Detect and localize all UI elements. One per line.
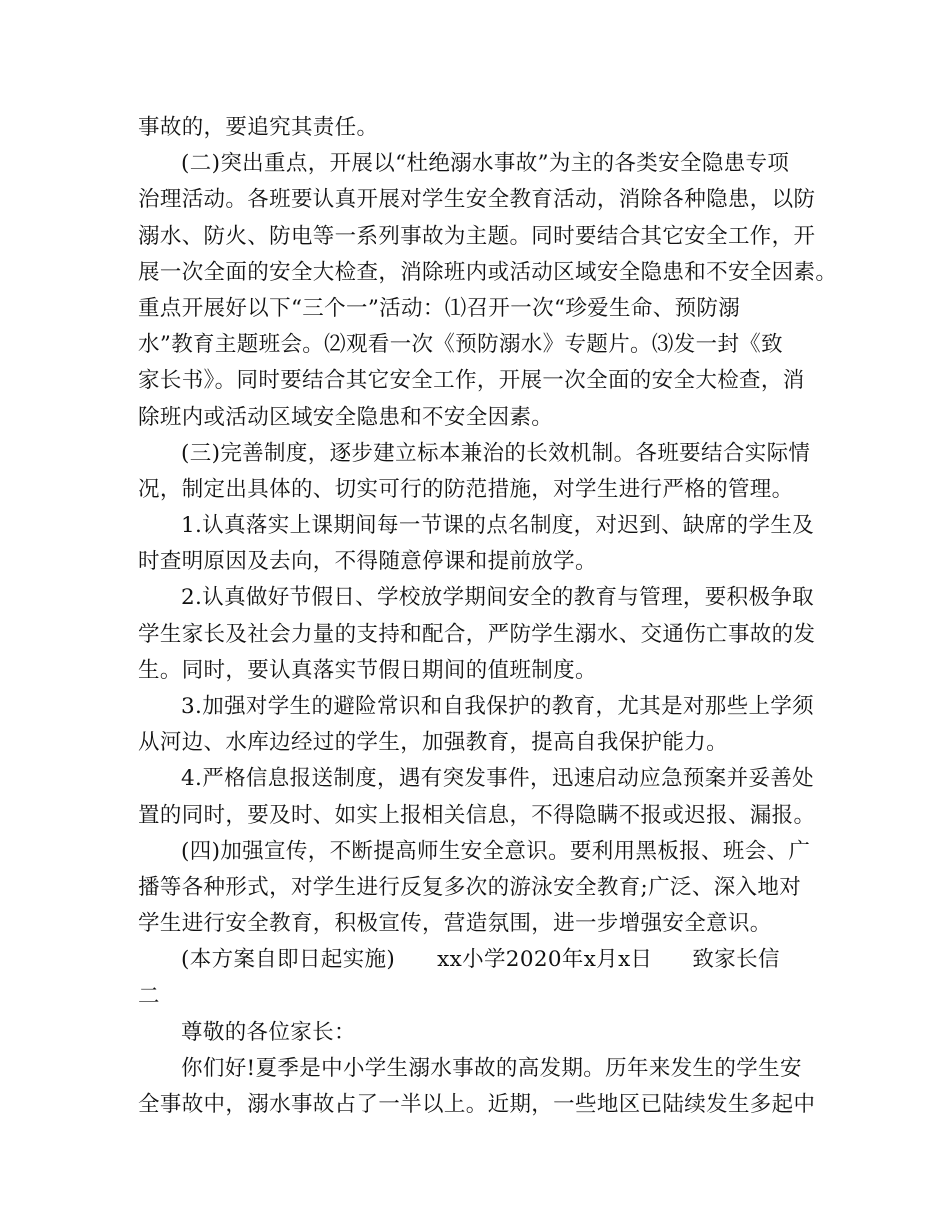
next-document-title: 致家长信 bbox=[692, 947, 780, 973]
signature-line bbox=[138, 942, 818, 978]
paragraph-line: 时查明原因及去向，不得随意停课和提前放学。 bbox=[138, 549, 597, 575]
letter-salutation: 尊敬的各位家长： bbox=[181, 1019, 356, 1045]
paragraph-line: (四)加强宣传，不断提高师生安全意识。要利用黑板报、班会、广 bbox=[181, 838, 811, 864]
paragraph-line: 全事故中，溺水事故占了一半以上。近期，一些地区已陆续发生多起中 bbox=[138, 1092, 816, 1118]
paragraph-line: 展一次全面的安全大检查，消除班内或活动区域安全隐患和不安全因素。 bbox=[138, 259, 838, 285]
paragraph-line: 水”教育主题班会。⑵观看一次《预防溺水》专题片。⑶发一封《致 bbox=[138, 332, 783, 358]
paragraph-line: 1.认真落实上课期间每一节课的点名制度，对迟到、缺席的学生及 bbox=[181, 513, 815, 539]
paragraph-line: 从河边、水库边经过的学生，加强教育，提高自我保护能力。 bbox=[138, 730, 728, 756]
paragraph-line: 生。同时，要认真落实节假日期间的值班制度。 bbox=[138, 657, 597, 683]
paragraph-line: (三)完善制度，逐步建立标本兼治的长效机制。各班要结合实际情 bbox=[181, 440, 811, 466]
paragraph-line: 2.认真做好节假日、学校放学期间安全的教育与管理，要积极争取 bbox=[181, 585, 815, 611]
organization-date: xx小学2020年x月x日 bbox=[437, 947, 653, 973]
paragraph-line: 学生家长及社会力量的支持和配合，严防学生溺水、交通伤亡事故的发 bbox=[138, 621, 816, 647]
paragraph-line: 况，制定出具体的、切实可行的防范措施，对学生进行严格的管理。 bbox=[138, 476, 794, 502]
paragraph-line: 治理活动。各班要认真开展对学生安全教育活动，消除各种隐患，以防 bbox=[138, 187, 816, 213]
paragraph-line: (二)突出重点，开展以“杜绝溺水事故”为主的各类安全隐患专项 bbox=[181, 151, 790, 177]
paragraph-line: 学生进行安全教育，积极宣传，营造氛围，进一步增强安全意识。 bbox=[138, 911, 772, 937]
paragraph-line: 除班内或活动区域安全隐患和不安全因素。 bbox=[138, 404, 554, 430]
implementation-note: (本方案自即日起实施) bbox=[181, 947, 396, 973]
document-body bbox=[138, 110, 838, 1123]
paragraph-line: 事故的，要追究其责任。 bbox=[138, 115, 379, 140]
paragraph-line: 播等各种形式，对学生进行反复多次的游泳安全教育;广泛、深入地对 bbox=[138, 874, 802, 900]
paragraph-line: 置的同时，要及时、如实上报相关信息，不得隐瞒不报或迟报、漏报。 bbox=[138, 802, 816, 828]
paragraph-line: 4.严格信息报送制度，遇有突发事件，迅速启动应急预案并妥善处 bbox=[181, 766, 815, 792]
paragraph-line: 家长书》。同时要结合其它安全工作，开展一次全面的安全大检查，消 bbox=[138, 368, 805, 394]
paragraph-line: 溺水、防火、防电等一系列事故为主题。同时要结合其它安全工作，开 bbox=[138, 223, 816, 249]
paragraph-line: 3.加强对学生的避险常识和自我保护的教育，尤其是对那些上学须 bbox=[181, 694, 815, 719]
section-number: 二 bbox=[138, 983, 160, 1009]
paragraph-line: 你们好!夏季是中小学生溺水事故的高发期。历年来发生的学生安 bbox=[181, 1055, 802, 1081]
paragraph-line: 重点开展好以下“三个一”活动：⑴召开一次“珍爱生命、预防溺 bbox=[138, 295, 741, 321]
